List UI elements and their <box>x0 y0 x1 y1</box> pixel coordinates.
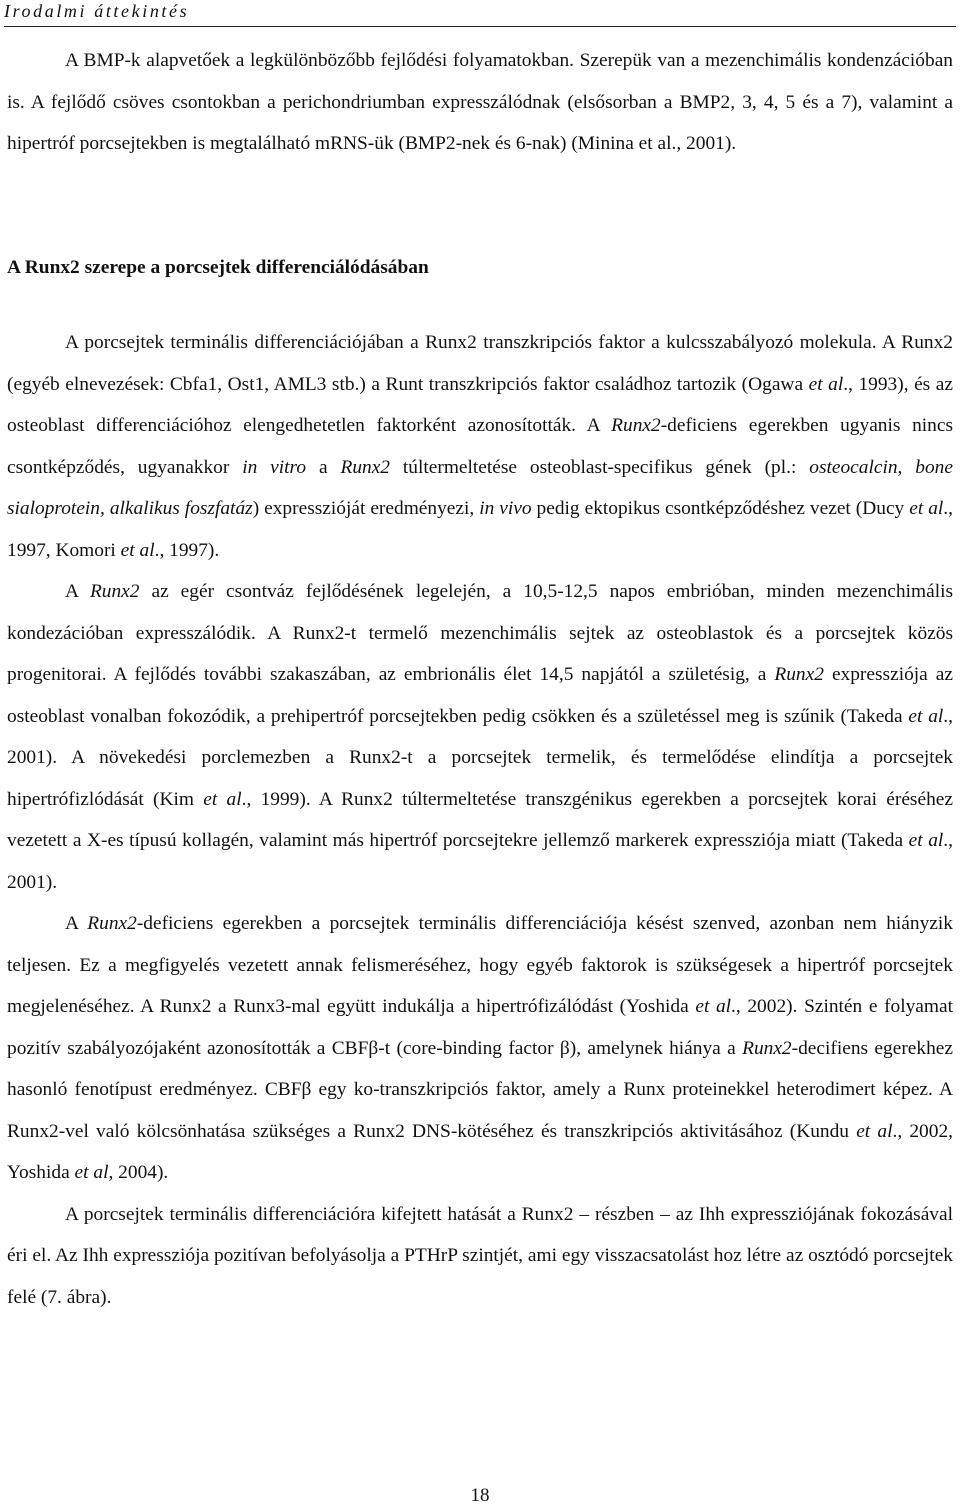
section-heading: A Runx2 szerepe a porcsejtek differenciálódásában <box>7 257 429 278</box>
paragraph-2: A Runx2 az egér csontváz fejlődésének legelején, a 10,5-12,5 napos embrióban, minden mezenchimális kondezációban expresszálódik. A Runx2-t termelő mezenchimális sejtek az osteoblastok és a porcsejtek közös progenitorai. A fejlődés további szakaszában, az embrionális élet 14,5 napjától a születésig, a Runx2 expressziója az osteoblast vonalban fokozódik, a prehipertróf porcsejtekben pedig csökken és a születéssel meg is szűnik (Takeda et al., 2001). A növekedési porclemezben a Runx2-t a porcsejtek termelik, és termelődése elindítja a porcsejtek hipertrófizlódását (Kim et al., 1999). A Runx2 túltermeltetése transzgénikus egerekben a porcsejtek korai éréséhez vezetett a X-es típusú kollagén, valamint más hipertróf porcsejtekre jellemző markerek expressziója miatt (Takeda et al., 2001). <box>7 581 954 893</box>
page-number: 18 <box>470 1485 490 1506</box>
paragraph-3: A Runx2-deficiens egerekben a porcsejtek terminális differenciációja késést szenved, azonban nem hiányzik teljesen. Ez a megfigyelés vezetett annak felismeréséhez, hogy egyéb faktorok is szükségesek a hipertróf porcsejtek megjelenéséhez. A Runx2 a Runx3-mal együtt indukálja a hipertrófizálódást (Yoshida et al., 2002). Szintén e folyamat pozitív szabályozójaként azonosították a CBFβ-t (core-binding factor β), amelynek hiánya a Runx2-decifiens egerekhez hasonló fenotípust eredményez. CBFβ egy ko-transzkripciós faktor, amely a Runx proteinekkel heterodimert képez. A Runx2-vel való kölcsönhatása szükséges a Runx2 DNS-kötéséhez és transzkripciós aktivitásához (Kundu et al., 2002, Yoshida et al, 2004). <box>7 913 954 1183</box>
running-header: Irodalmi áttekintés <box>4 1 190 21</box>
intro-paragraph: A BMP-k alapvetőek a legkülönbözőbb fejlődési folyamatokban. Szerepük van a mezenchimális kondenzációban is. A fejlődő csöves csontokban a perichondriumban expresszálódnak (elsősorban a BMP2, 3, 4, 5 és a 7), valamint a hipertróf porcsejtekben is megtalálható mRNS-ük (BMP2-nek és 6-nak) (Minina et al., 2001). <box>7 50 953 154</box>
header-rule <box>4 26 956 27</box>
paragraph-1: A porcsejtek terminális differenciációjában a Runx2 transzkripciós faktor a kulcsszabályozó molekula. A Runx2 (egyéb elnevezések: Cbfa1, Ost1, AML3 stb.) a Runt transzkripciós faktor családhoz tartozik (Ogawa et al., 1993), és az osteoblast differenciációhoz elengedhetetlen faktorként azonosították. A Runx2-deficiens egerekben ugyanis nincs csontképződés, ugyanakkor in vitro a Runx2 túltermeltetése osteoblast-specifikus gének (pl.: osteocalcin, bone sialoprotein, alkalikus foszfatáz) expresszióját eredményezi, in vivo pedig ektopikus csontképződéshez vezet (Ducy et al., 1997, Komori et al., 1997). <box>7 332 954 561</box>
section-body <box>7 322 953 1318</box>
paragraph-4: A porcsejtek terminális differenciációra kifejtett hatását a Runx2 – részben – az Ihh expressziójának fokozásával éri el. Az Ihh expressziója pozitívan befolyásolja a PTHrP szintjét, ami egy visszacsatolást hoz létre az osztódó porcsejtek felé (7. ábra). <box>7 1203 953 1308</box>
intro-block <box>7 40 953 165</box>
